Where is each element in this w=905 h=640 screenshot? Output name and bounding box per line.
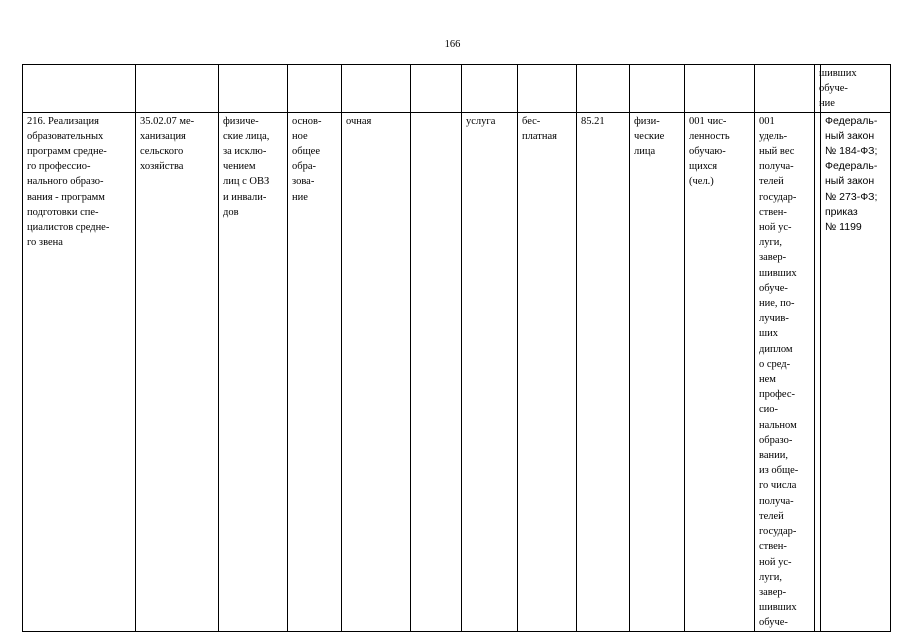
payment-cell: бес- платная xyxy=(518,112,577,631)
quality-indicator-cell: 001 удель- ный вес получа- телей государ- ствен- ной ус- луги, завер- шивших обуче- ние, по- лучив- ших диплом о сред- нем профес- сио- нальном образо- вании, из обще- го числа получа- телей государ- ствен- ной ус- луги, завер- шивших обуче- xyxy=(755,112,815,631)
table-row-216 xyxy=(23,112,891,631)
study-form-cell: очная xyxy=(342,112,411,631)
specialty-code-cell: 35.02.07 ме- ханизация сельского хозяйства xyxy=(136,112,219,631)
page-number: 166 xyxy=(444,39,461,50)
table-cell-empty xyxy=(411,112,462,631)
service-name-cell: 216. Реализация образовательных программ средне- го профессио- нального образо- вания - программ подготовки спе- циалистов средне- го звена xyxy=(23,112,136,631)
table-cell xyxy=(518,65,577,113)
legal-basis-cell: Федераль- ный закон № 184-ФЗ; Федераль- ный закон № 273-ФЗ; приказ № 1199 xyxy=(821,112,891,631)
recipient-category-cell: физиче- ские лица, за исклю- чением лиц с ОВЗ и инвали- дов xyxy=(219,112,288,631)
table-cell xyxy=(23,65,136,113)
table-cell xyxy=(342,65,411,113)
table-cell xyxy=(411,65,462,113)
table-cell xyxy=(630,65,685,113)
table-cell xyxy=(462,65,518,113)
table-cell xyxy=(685,65,755,113)
table-cell xyxy=(288,65,342,113)
volume-indicator-cell: 001 чис- ленность обучаю- щихся (чел.) xyxy=(685,112,755,631)
table-cell xyxy=(219,65,288,113)
table-cell xyxy=(577,65,630,113)
consumer-cell: физи- ческие лица xyxy=(630,112,685,631)
services-registry-table xyxy=(22,64,891,632)
table-cell: шивших обуче- ние xyxy=(815,65,821,113)
table-row-continuation xyxy=(23,65,891,113)
table-cell xyxy=(755,65,815,113)
education-level-cell: основ- ное общее обра- зова- ние xyxy=(288,112,342,631)
okved-code-cell: 85.21 xyxy=(577,112,630,631)
table-cell xyxy=(136,65,219,113)
type-cell: услуга xyxy=(462,112,518,631)
